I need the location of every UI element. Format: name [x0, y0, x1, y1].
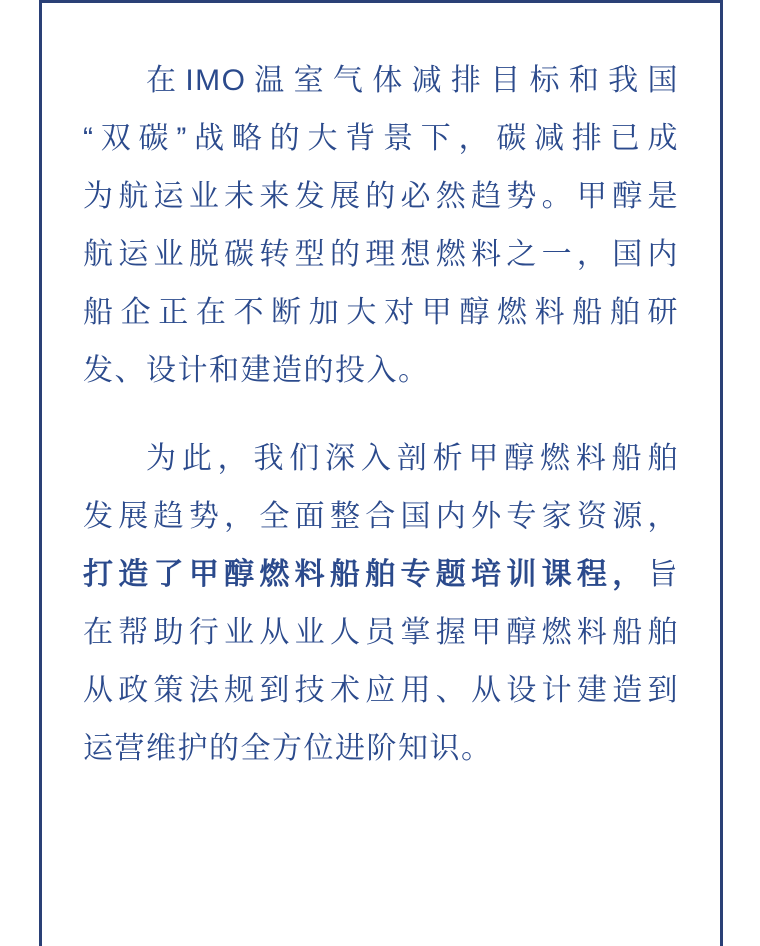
- text-segment: 航运业脱碳转型的理想燃料之一，国内: [83, 238, 679, 271]
- text-line: [83, 662, 679, 720]
- text-segment: 发、设计和建造的投入。: [83, 354, 430, 387]
- text-line: [83, 546, 679, 604]
- article-body: [83, 52, 679, 778]
- text-segment: 运营维护的全方位进阶知识。: [83, 732, 493, 765]
- text-line: [83, 168, 679, 226]
- text-line: [83, 604, 679, 662]
- paragraph: [83, 52, 679, 400]
- text-line: [83, 284, 679, 342]
- text-segment: “双碳”战略的大背景下，碳减排已成: [83, 122, 679, 155]
- text-line: [83, 226, 679, 284]
- text-segment: 旨: [647, 558, 679, 591]
- text-segment: 从政策法规到技术应用、从设计建造到: [83, 674, 679, 707]
- text-segment: 在IMO温室气体减排目标和我国: [146, 64, 679, 97]
- text-line: [83, 488, 679, 546]
- text-segment: 在帮助行业从业人员掌握甲醇燃料船舶: [83, 616, 679, 649]
- content-frame: [39, 0, 723, 946]
- text-line: [83, 342, 679, 400]
- text-line: [83, 52, 679, 110]
- text-segment: 为此，我们深入剖析甲醇燃料船舶: [146, 442, 679, 475]
- text-line: [83, 720, 679, 778]
- text-line: [83, 430, 679, 488]
- highlighted-text-segment: 打造了甲醇燃料船舶专题培训课程，: [83, 558, 648, 591]
- text-segment: 为航运业未来发展的必然趋势。甲醇是: [83, 180, 679, 213]
- text-line: [83, 110, 679, 168]
- text-segment: 船企正在不断加大对甲醇燃料船舶研: [83, 296, 679, 329]
- text-segment: 发展趋势，全面整合国内外专家资源，: [83, 500, 679, 533]
- paragraph: [83, 430, 679, 778]
